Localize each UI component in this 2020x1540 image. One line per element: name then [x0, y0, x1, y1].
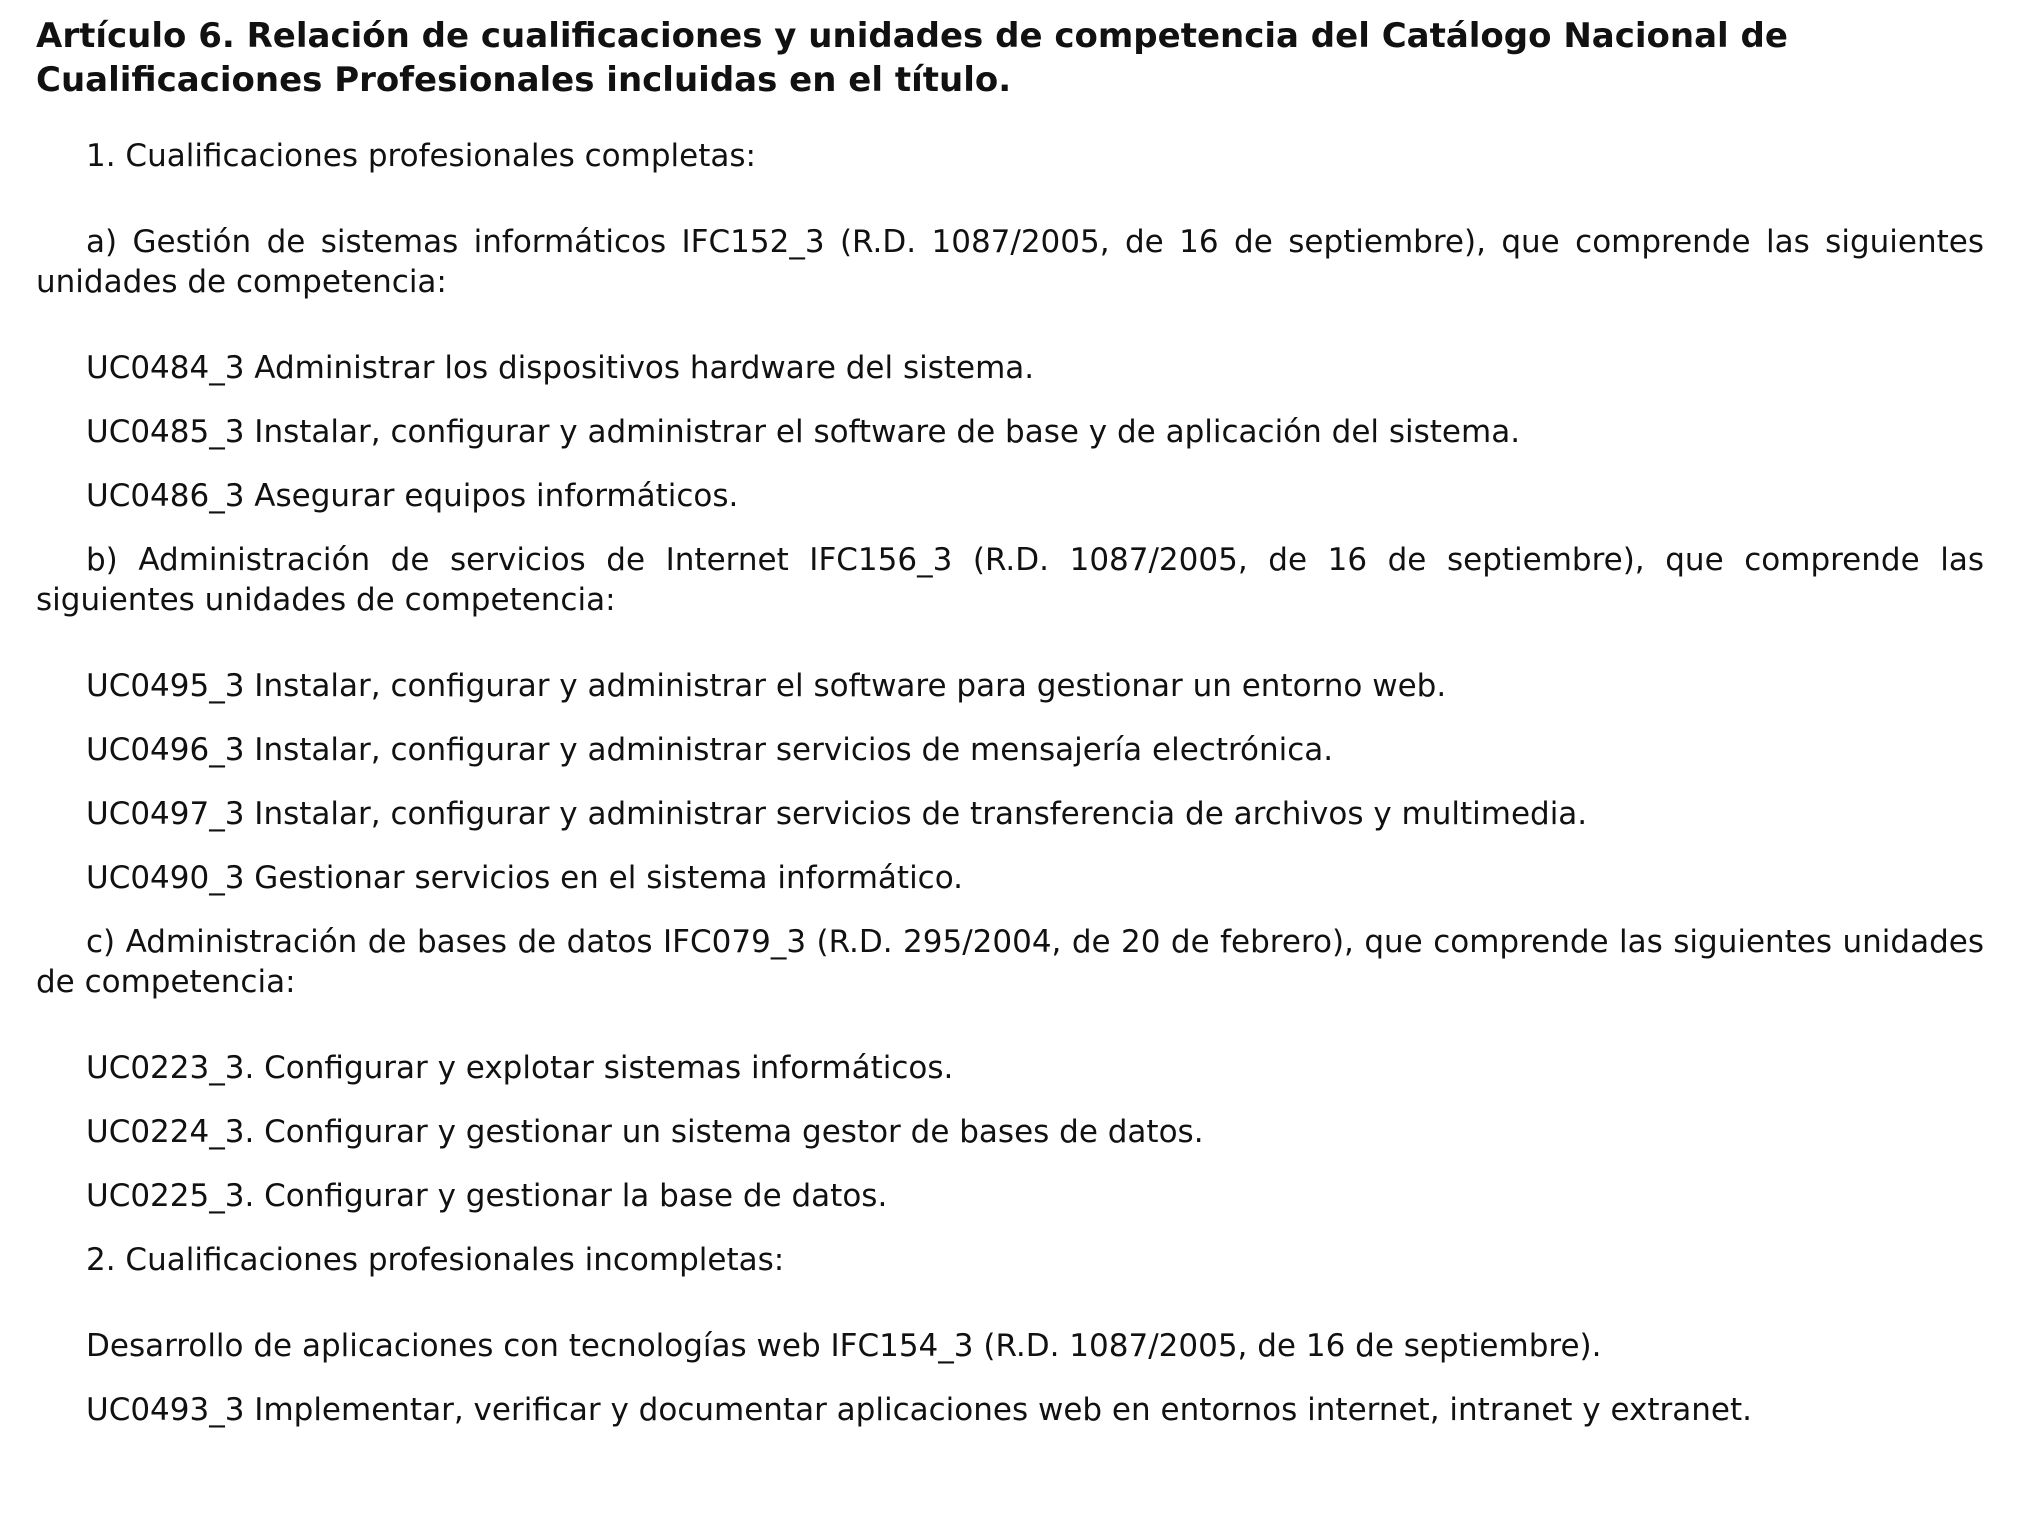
qualification-b-intro: b) Administración de servicios de Internet IFC156_3 (R.D. 1087/2005, de 16 de septiembre), que comprende las siguientes unidades de competencia: [36, 542, 1984, 618]
article-title: Artículo 6. Relación de cualificaciones y unidades de competencia del Catálogo Nacional de Cualificaciones Profesionales incluidas en el título. [36, 16, 1788, 100]
incomplete-item: UC0493_3 Implementar, verificar y documentar aplicaciones web en entornos internet, intranet y extranet. [86, 1392, 1753, 1428]
qualification-b-units [36, 666, 1984, 898]
qualification-c-intro: c) Administración de bases de datos IFC079_3 (R.D. 295/2004, de 20 de febrero), que comprende las siguientes unidades de competencia: [36, 924, 1984, 1000]
unit-item: UC0486_3 Asegurar equipos informáticos. [86, 478, 739, 514]
unit-item: UC0225_3. Configurar y gestionar la base de datos. [86, 1178, 888, 1214]
unit-item: UC0496_3 Instalar, configurar y administrar servicios de mensajería electrónica. [86, 732, 1334, 768]
incomplete-item: Desarrollo de aplicaciones con tecnologías web IFC154_3 (R.D. 1087/2005, de 16 de septiembre). [86, 1328, 1602, 1364]
incomplete-qualifications-heading: 2. Cualificaciones profesionales incompletas: [86, 1242, 785, 1278]
unit-item: UC0495_3 Instalar, configurar y administrar el software para gestionar un entorno web. [86, 668, 1447, 704]
unit-item: UC0485_3 Instalar, configurar y administrar el software de base y de aplicación del sistema. [86, 414, 1521, 450]
qualification-a-intro: a) Gestión de sistemas informáticos IFC152_3 (R.D. 1087/2005, de 16 de septiembre), que comprende las siguientes unidades de competencia: [36, 224, 1984, 300]
unit-item: UC0497_3 Instalar, configurar y administrar servicios de transferencia de archivos y multimedia. [86, 796, 1588, 832]
qualification-a-units [36, 348, 1984, 516]
unit-item: UC0490_3 Gestionar servicios en el sistema informático. [86, 860, 964, 896]
incomplete-qualifications-list [36, 1326, 1984, 1430]
unit-item: UC0223_3. Configurar y explotar sistemas informáticos. [86, 1050, 954, 1086]
qualification-c-units [36, 1048, 1984, 1216]
unit-item: UC0484_3 Administrar los dispositivos hardware del sistema. [86, 350, 1035, 386]
unit-item: UC0224_3. Configurar y gestionar un sistema gestor de bases de datos. [86, 1114, 1204, 1150]
complete-qualifications-heading: 1. Cualificaciones profesionales completas: [86, 138, 756, 174]
